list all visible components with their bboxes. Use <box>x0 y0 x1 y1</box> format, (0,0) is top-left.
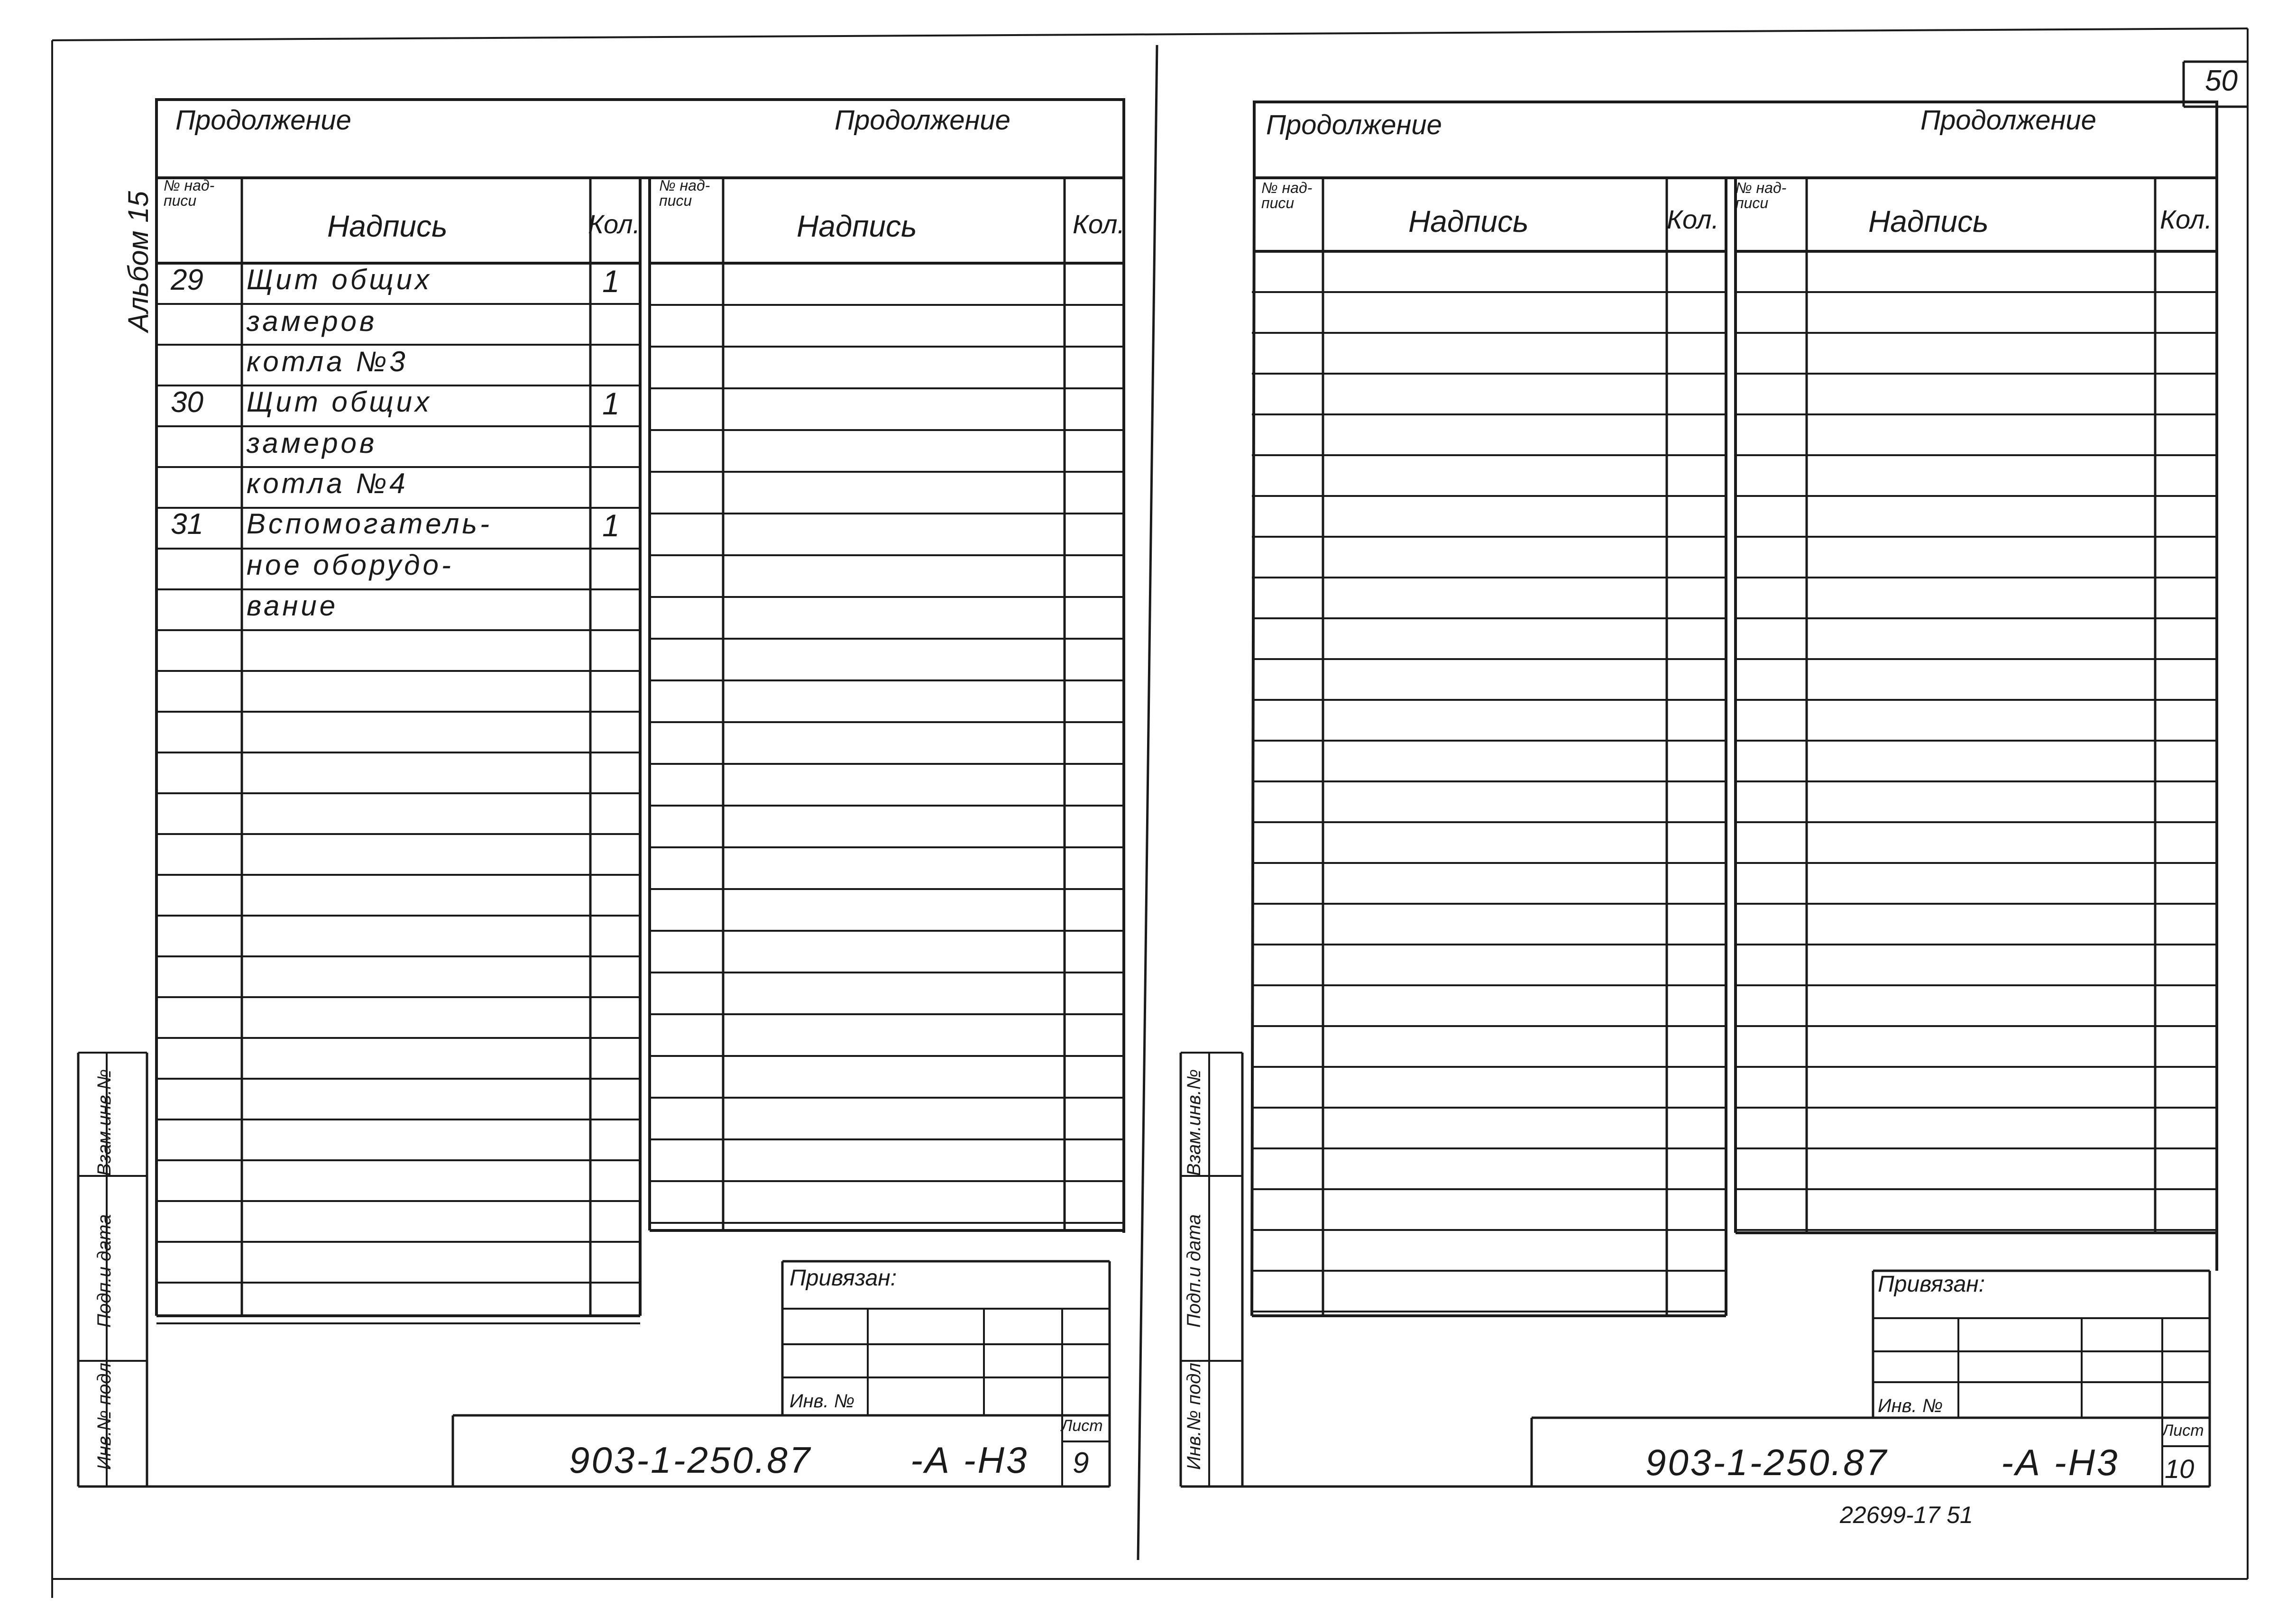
right-col-num-header-1: № над- писи <box>1261 179 1313 211</box>
page-number: 50 <box>2205 64 2238 97</box>
left-col-inscription-header-1: Надпись <box>327 209 448 243</box>
row-text: Щит общих <box>247 386 432 418</box>
left-col-qty-header-2: Кол. <box>1073 209 1125 239</box>
right-sheet-number: 10 <box>2165 1454 2195 1484</box>
left-col-qty-header-1: Кол. <box>588 209 641 239</box>
right-attached-label: Привязан: <box>1878 1272 1985 1297</box>
left-inv-label: Инв. № <box>790 1391 855 1412</box>
right-stamp-inv-orig: Инв.№ подл. <box>1184 1357 1204 1470</box>
footer-archive-code: 22699-17 51 <box>1840 1502 1973 1528</box>
outer-top-border <box>52 28 2248 40</box>
row-num: 31 <box>171 508 203 541</box>
right-table-left <box>1252 178 1254 1316</box>
row-num: 30 <box>171 386 203 419</box>
left-sheet-label: Лист <box>1061 1417 1103 1435</box>
right-inv-label: Инв. № <box>1878 1395 1943 1416</box>
left-stamp-sign-date: Подп.и дата <box>94 1214 115 1328</box>
left-stamp-inv-orig: Инв.№ подл. <box>94 1357 115 1470</box>
right-stamp-sign-date: Подп.и дата <box>1184 1214 1204 1328</box>
row-text: замеров <box>247 305 377 337</box>
row-text: Вспомогатель- <box>247 508 492 540</box>
right-continuation-2: Продолжение <box>1920 105 2096 136</box>
row-text: котла №4 <box>247 468 408 499</box>
row-qty: 1 <box>602 508 620 543</box>
left-continuation-2: Продолжение <box>835 105 1010 136</box>
right-col-inscription-header-2: Надпись <box>1868 204 1989 239</box>
left-sheet-number: 9 <box>1073 1447 1089 1479</box>
row-text: котла №3 <box>247 346 408 377</box>
right-col-qty-header-2: Кол. <box>2160 204 2213 234</box>
right-col-num-header-2: № над- писи <box>1736 179 1787 211</box>
row-text: замеров <box>247 427 377 459</box>
left-document-code: 903-1-250.87 <box>569 1439 812 1481</box>
right-continuation-1: Продолжение <box>1266 110 1442 140</box>
left-col-num-header-1: № над- писи <box>164 177 215 209</box>
sheet-divider <box>1138 45 1157 1560</box>
row-qty: 1 <box>602 386 620 421</box>
row-num: 29 <box>171 264 203 296</box>
row-qty: 1 <box>602 264 620 299</box>
left-attached-label: Привязан: <box>790 1266 897 1291</box>
right-stamp-replace-inv: Взам.инв.№ <box>1184 1069 1204 1176</box>
right-document-suffix: -А -Н3 <box>2001 1441 2120 1483</box>
right-col-qty-header-1: Кол. <box>1667 204 1719 234</box>
row-text: вание <box>247 590 339 622</box>
right-col-inscription-header-1: Надпись <box>1408 204 1529 239</box>
left-continuation-1: Продолжение <box>175 105 351 136</box>
album-label: Альбом 15 <box>122 191 154 332</box>
left-col-num-header-2: № над- писи <box>659 177 710 209</box>
row-text: ное оборудо- <box>247 549 454 581</box>
right-document-code: 903-1-250.87 <box>1645 1441 1889 1483</box>
left-col-inscription-header-2: Надпись <box>797 209 917 243</box>
row-text: Щит общих <box>247 264 432 295</box>
right-sheet-label: Лист <box>2162 1422 2204 1440</box>
left-stamp-replace-inv: Взам.инв.№ <box>94 1069 115 1176</box>
left-document-suffix: -А -Н3 <box>910 1439 1029 1481</box>
